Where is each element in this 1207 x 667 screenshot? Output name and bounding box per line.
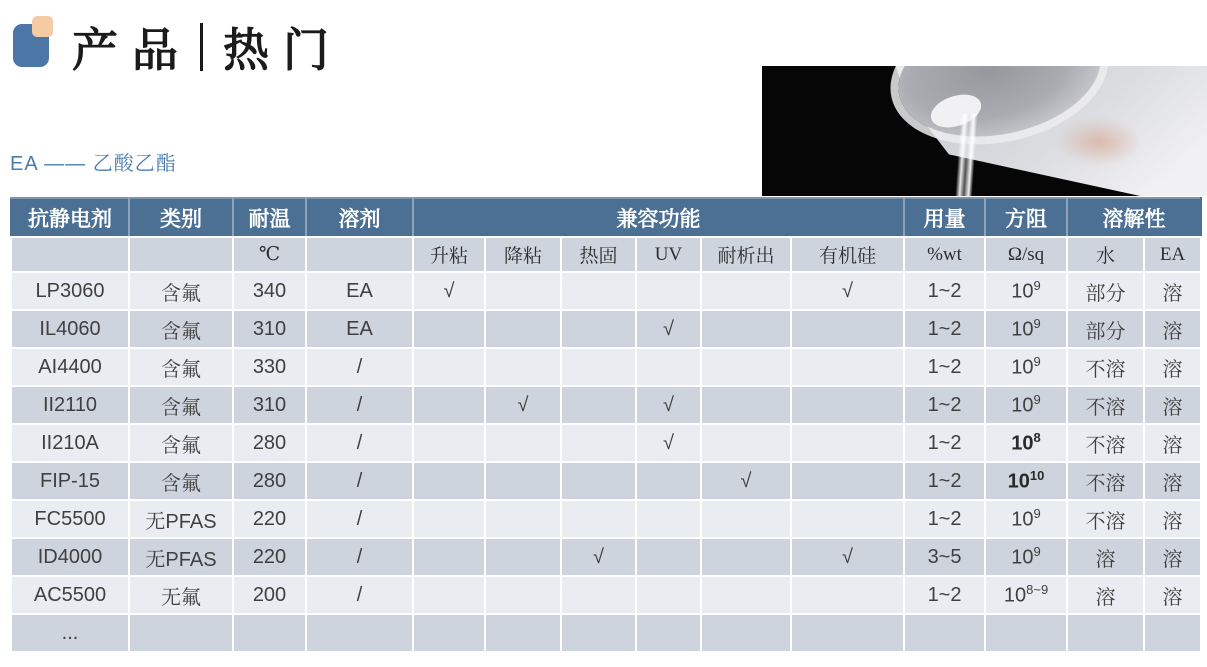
cell-category: 含氟 (129, 386, 233, 424)
resistance-base: 10 (1011, 508, 1034, 531)
cell-compat-viscosity-down (485, 272, 561, 310)
cell-compat-viscosity-up (413, 462, 485, 500)
cell-sheet-resistance (985, 310, 1067, 348)
cell-compat-thermoset (561, 462, 636, 500)
cell-solvent (306, 614, 413, 652)
resistance-exponent: 9 (1033, 392, 1041, 408)
cell-compat-viscosity-up (413, 310, 485, 348)
cell-category: 含氟 (129, 348, 233, 386)
cell-compat-silicone: √ (791, 272, 904, 310)
cell-solvent: EA (306, 310, 413, 348)
page-title (72, 14, 343, 80)
cell-compat-anti-precipitation (701, 310, 791, 348)
title-divider-bar (200, 23, 203, 71)
cell-compat-uv (636, 576, 701, 614)
cell-compat-silicone (791, 386, 904, 424)
resistance-base: 10 (1007, 470, 1030, 493)
cell-dosage: 1~2 (904, 348, 985, 386)
cell-compat-uv: √ (636, 424, 701, 462)
resistance-base: 10 (1003, 584, 1027, 607)
cell-sheet-resistance (985, 272, 1067, 310)
subheader-solvent-sub (306, 237, 413, 272)
cell-water-solubility: 溶 (1067, 538, 1144, 576)
table-row (11, 310, 1201, 348)
cell-dosage: 1~2 (904, 576, 985, 614)
cell-solvent: / (306, 386, 413, 424)
table-row (11, 576, 1201, 614)
subheader-ea: EA (1144, 237, 1201, 272)
table-subheader-row (11, 237, 1201, 272)
cell-compat-thermoset (561, 272, 636, 310)
subheader-celsius-unit: ℃ (233, 237, 306, 272)
cell-ea-solubility: 溶 (1144, 424, 1201, 462)
cell-category: 无氟 (129, 576, 233, 614)
cell-solvent: / (306, 538, 413, 576)
cell-temp-resistance: 310 (233, 386, 306, 424)
cell-water-solubility: 不溶 (1067, 424, 1144, 462)
cell-solvent: EA (306, 272, 413, 310)
cell-compat-viscosity-down (485, 424, 561, 462)
table-head (11, 198, 1201, 272)
subheader-uv: UV (636, 237, 701, 272)
cell-compat-thermoset: √ (561, 538, 636, 576)
cell-compat-viscosity-up (413, 424, 485, 462)
subheader-category-sub (129, 237, 233, 272)
cell-product-name: FC5500 (11, 500, 129, 538)
cell-sheet-resistance (985, 538, 1067, 576)
cell-compat-thermoset (561, 386, 636, 424)
table-row (11, 386, 1201, 424)
cell-solvent: / (306, 500, 413, 538)
cell-ea-solubility: 溶 (1144, 462, 1201, 500)
table-row (11, 272, 1201, 310)
cell-compat-anti-precipitation (701, 500, 791, 538)
cell-temp-resistance: 220 (233, 500, 306, 538)
table-body (11, 272, 1201, 652)
cell-water-solubility: 不溶 (1067, 462, 1144, 500)
subheader-anti-precipitation: 耐析出 (701, 237, 791, 272)
table-row (11, 614, 1201, 652)
cell-compat-silicone (791, 462, 904, 500)
cell-sheet-resistance (985, 500, 1067, 538)
table-row (11, 500, 1201, 538)
cell-solvent: / (306, 462, 413, 500)
cell-sheet-resistance (985, 386, 1067, 424)
title-hot: 热门 (223, 25, 343, 76)
cell-compat-viscosity-down (485, 538, 561, 576)
resistance-base: 10 (1011, 356, 1034, 379)
cell-compat-silicone: √ (791, 538, 904, 576)
cell-product-name: II210A (11, 424, 129, 462)
subheader-ohm-per-sq-unit: Ω/sq (985, 237, 1067, 272)
subheader-thermoset: 热固 (561, 237, 636, 272)
cell-product-name: AC5500 (11, 576, 129, 614)
cell-compat-thermoset (561, 310, 636, 348)
cell-compat-thermoset (561, 424, 636, 462)
subheader-wt-percent-unit: %wt (904, 237, 985, 272)
cell-solvent: / (306, 424, 413, 462)
cell-compat-viscosity-down (485, 310, 561, 348)
cell-compat-viscosity-up (413, 538, 485, 576)
cell-compat-viscosity-up (413, 348, 485, 386)
cell-category: 含氟 (129, 272, 233, 310)
table-row (11, 538, 1201, 576)
header-solubility: 溶解性 (1067, 198, 1201, 237)
cell-compat-uv (636, 348, 701, 386)
cell-product-name: IL4060 (11, 310, 129, 348)
cell-compat-viscosity-down (485, 462, 561, 500)
cell-dosage: 3~5 (904, 538, 985, 576)
cell-compat-silicone (791, 310, 904, 348)
cell-temp-resistance (233, 614, 306, 652)
cell-ea-solubility: 溶 (1144, 386, 1201, 424)
cell-sheet-resistance (985, 614, 1067, 652)
cell-water-solubility: 部分 (1067, 310, 1144, 348)
cell-product-name: AI4400 (11, 348, 129, 386)
cell-ea-solubility: 溶 (1144, 576, 1201, 614)
cell-ea-solubility: 溶 (1144, 272, 1201, 310)
cell-product-name: FIP-15 (11, 462, 129, 500)
cell-water-solubility: 溶 (1067, 576, 1144, 614)
cell-sheet-resistance (985, 462, 1067, 500)
cell-compat-anti-precipitation (701, 538, 791, 576)
cell-temp-resistance: 340 (233, 272, 306, 310)
cell-ea-solubility: 溶 (1144, 348, 1201, 386)
cell-compat-uv: √ (636, 310, 701, 348)
cell-product-name: ... (11, 614, 129, 652)
subheader-viscosity-up: 升粘 (413, 237, 485, 272)
cell-product-name: II2110 (11, 386, 129, 424)
cell-category: 含氟 (129, 424, 233, 462)
cell-compat-viscosity-down: √ (485, 386, 561, 424)
resistance-base: 10 (1011, 546, 1034, 569)
resistance-base: 10 (1011, 280, 1034, 303)
resistance-base: 10 (1011, 432, 1034, 455)
cell-sheet-resistance (985, 424, 1067, 462)
cell-dosage: 1~2 (904, 272, 985, 310)
section-subtitle: EA —— 乙酸乙酯 (10, 153, 177, 175)
cell-compat-anti-precipitation: √ (701, 462, 791, 500)
cell-dosage: 1~2 (904, 462, 985, 500)
subheader-water: 水 (1067, 237, 1144, 272)
cell-dosage: 1~2 (904, 500, 985, 538)
cell-compat-thermoset (561, 576, 636, 614)
resistance-exponent: 8 (1033, 430, 1041, 446)
cell-compat-thermoset (561, 500, 636, 538)
cell-temp-resistance: 220 (233, 538, 306, 576)
cell-compat-viscosity-up (413, 386, 485, 424)
cell-temp-resistance: 330 (233, 348, 306, 386)
cell-compat-viscosity-down (485, 348, 561, 386)
resistance-exponent: 9 (1033, 278, 1041, 294)
cell-water-solubility (1067, 614, 1144, 652)
cell-compat-uv (636, 272, 701, 310)
cell-dosage: 1~2 (904, 386, 985, 424)
cell-compat-uv: √ (636, 386, 701, 424)
cell-compat-thermoset (561, 614, 636, 652)
resistance-exponent: 10 (1029, 468, 1045, 484)
cell-compat-uv (636, 462, 701, 500)
header-sheet-resistance: 方阻 (985, 198, 1067, 237)
resistance-exponent: 8~9 (1026, 582, 1049, 598)
header-solvent: 溶剂 (306, 198, 413, 237)
resistance-exponent: 9 (1033, 544, 1041, 560)
cell-category (129, 614, 233, 652)
cell-ea-solubility: 溶 (1144, 310, 1201, 348)
cell-temp-resistance: 310 (233, 310, 306, 348)
header-antistatic-agent: 抗静电剂 (11, 198, 129, 237)
cell-solvent: / (306, 348, 413, 386)
cell-temp-resistance: 280 (233, 424, 306, 462)
cell-water-solubility: 部分 (1067, 272, 1144, 310)
cell-water-solubility: 不溶 (1067, 348, 1144, 386)
cell-compat-silicone (791, 424, 904, 462)
pouring-liquid-photo (762, 66, 1207, 196)
cell-water-solubility: 不溶 (1067, 386, 1144, 424)
product-spec-table (10, 197, 1202, 653)
cell-temp-resistance: 200 (233, 576, 306, 614)
subheader-silicone: 有机硅 (791, 237, 904, 272)
cell-compat-silicone (791, 614, 904, 652)
cell-compat-anti-precipitation (701, 272, 791, 310)
cell-solvent: / (306, 576, 413, 614)
cell-compat-anti-precipitation (701, 614, 791, 652)
title-products: 产品 (72, 25, 192, 76)
cell-compat-viscosity-up (413, 614, 485, 652)
cell-dosage: 1~2 (904, 424, 985, 462)
cell-product-name: LP3060 (11, 272, 129, 310)
cell-compat-anti-precipitation (701, 386, 791, 424)
cell-dosage: 1~2 (904, 310, 985, 348)
resistance-exponent: 9 (1033, 316, 1041, 332)
cell-compat-anti-precipitation (701, 576, 791, 614)
cell-category: 含氟 (129, 462, 233, 500)
cell-dosage (904, 614, 985, 652)
cell-sheet-resistance (985, 348, 1067, 386)
cell-compat-viscosity-down (485, 614, 561, 652)
cell-ea-solubility (1144, 614, 1201, 652)
logo-peach-square (32, 16, 53, 37)
subheader-viscosity-down: 降粘 (485, 237, 561, 272)
cell-temp-resistance: 280 (233, 462, 306, 500)
table-row (11, 462, 1201, 500)
cell-category: 无PFAS (129, 538, 233, 576)
resistance-exponent: 9 (1033, 354, 1041, 370)
cell-compat-viscosity-down (485, 500, 561, 538)
cell-compat-silicone (791, 500, 904, 538)
cell-compat-anti-precipitation (701, 348, 791, 386)
subheader-antistatic-agent-sub (11, 237, 129, 272)
cell-compat-uv (636, 614, 701, 652)
cell-water-solubility: 不溶 (1067, 500, 1144, 538)
cell-compat-viscosity-up (413, 576, 485, 614)
table-header-row (11, 198, 1201, 237)
cell-compat-thermoset (561, 348, 636, 386)
cell-compat-viscosity-down (485, 576, 561, 614)
cell-compat-uv (636, 500, 701, 538)
cell-compat-viscosity-up (413, 500, 485, 538)
header-category: 类别 (129, 198, 233, 237)
resistance-base: 10 (1011, 394, 1034, 417)
cell-category: 含氟 (129, 310, 233, 348)
photo-pink-tint (1057, 118, 1142, 166)
header-temp-resistance: 耐温 (233, 198, 306, 237)
table-row (11, 348, 1201, 386)
brand-logo-icon (13, 16, 57, 70)
cell-compat-anti-precipitation (701, 424, 791, 462)
cell-ea-solubility: 溶 (1144, 500, 1201, 538)
cell-compat-uv (636, 538, 701, 576)
header-dosage: 用量 (904, 198, 985, 237)
cell-compat-silicone (791, 576, 904, 614)
table-row (11, 424, 1201, 462)
cell-sheet-resistance (985, 576, 1067, 614)
cell-category: 无PFAS (129, 500, 233, 538)
resistance-base: 10 (1011, 318, 1034, 341)
cell-ea-solubility: 溶 (1144, 538, 1201, 576)
cell-compat-silicone (791, 348, 904, 386)
resistance-exponent: 9 (1033, 506, 1041, 522)
header-compatibility: 兼容功能 (413, 198, 904, 237)
cell-compat-viscosity-up: √ (413, 272, 485, 310)
cell-product-name: ID4000 (11, 538, 129, 576)
